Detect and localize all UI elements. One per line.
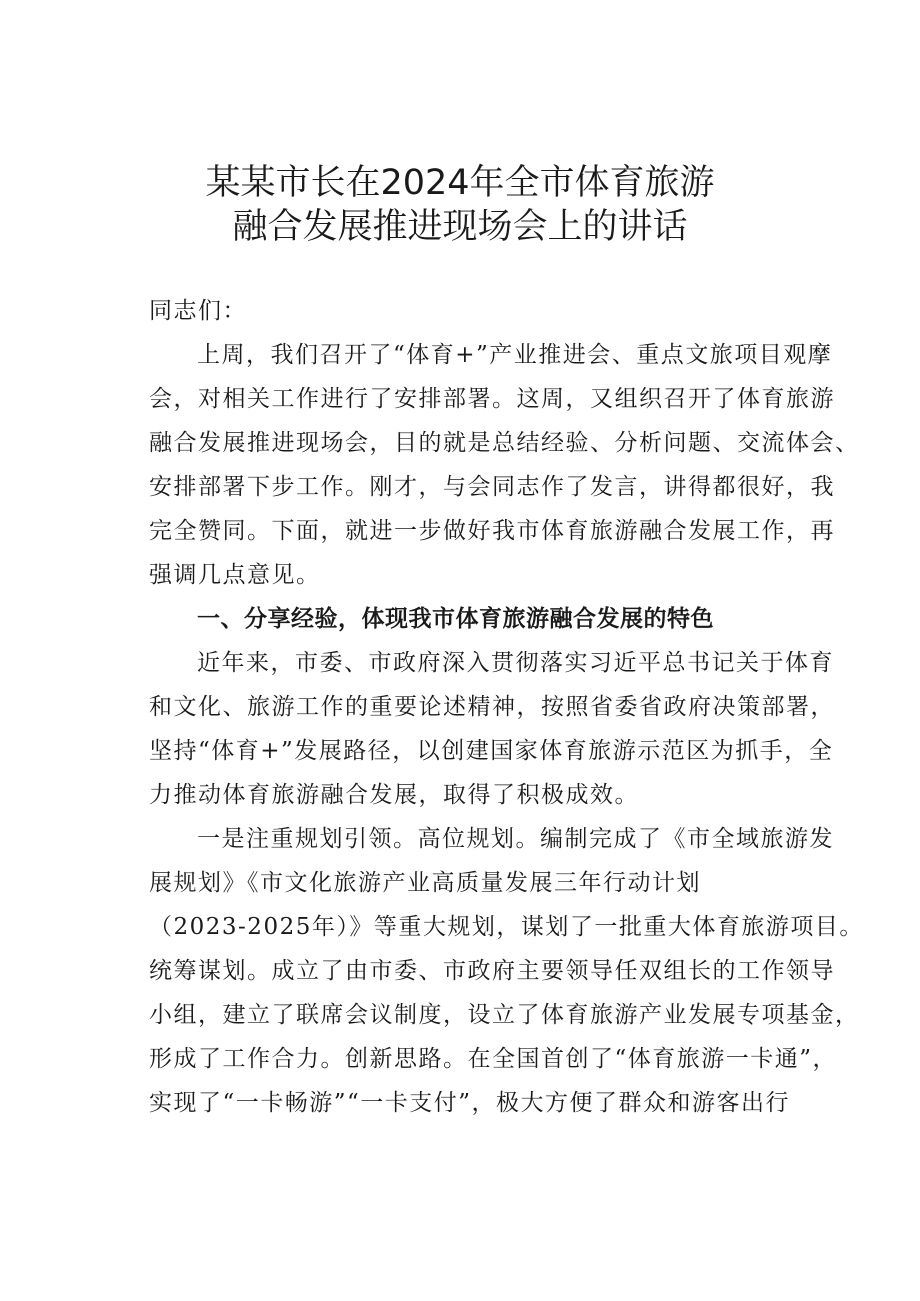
paragraph-3-line: （2023-2025年）》等重大规划，谋划了一批重大体育旅游项目。 (149, 914, 864, 940)
paragraph-1-line: 上周，我们召开了“体育+”产业推进会、重点文旅项目观摩 (197, 342, 833, 368)
paragraph-3-line: 小组，建立了联席会议制度，设立了体育旅游产业发展专项基金， (149, 1002, 860, 1028)
paragraph-3-line: 统筹谋划。成立了由市委、市政府主要领导任双组长的工作领导 (149, 958, 835, 984)
paragraph-1-line: 安排部署下步工作。刚才，与会同志作了发言，讲得都很好，我 (149, 474, 835, 500)
paragraph-3-line: 实现了“一卡畅游”“一卡支付”，极大方便了群众和游客出行 (149, 1090, 791, 1116)
paragraph-1-line: 完全赞同。下面，就进一步做好我市体育旅游融合发展工作，再 (149, 518, 835, 544)
paragraph-3-line: 形成了工作合力。创新思路。在全国首创了“体育旅游一卡通”， (149, 1046, 838, 1072)
paragraph-1-line: 融合发展推进现场会，目的就是总结经验、分析问题、交流体会、 (149, 430, 860, 456)
paragraph-1-line: 强调几点意见。 (149, 562, 321, 588)
paragraph-1-line: 会，对相关工作进行了安排部署。这周，又组织召开了体育旅游 (149, 386, 835, 412)
paragraph-2-line: 力推动体育旅游融合发展，取得了积极成效。 (149, 782, 639, 808)
document-title-line-2: 融合发展推进现场会上的讲话 (232, 207, 688, 247)
document-title-line-1: 某某市长在2024年全市体育旅游 (205, 163, 715, 203)
document-body (149, 289, 864, 1125)
paragraph-2-line: 和文化、旅游工作的重要论述精神，按照省委省政府决策部署， (149, 694, 835, 720)
paragraph-2-line: 近年来，市委、市政府深入贯彻落实习近平总书记关于体育 (197, 650, 834, 676)
paragraph-3-line: 一是注重规划引领。高位规划。编制完成了《市全域旅游发 (197, 826, 834, 852)
paragraph-3-line: 展规划》《市文化旅游产业高质量发展三年行动计划 (149, 870, 701, 896)
salutation: 同志们： (149, 298, 247, 324)
paragraph-2-line: 坚持“体育+”发展路径，以创建国家体育旅游示范区为抓手，全 (149, 738, 834, 764)
section-heading: 一、分享经验，体现我市体育旅游融合发展的特色 (197, 606, 714, 632)
